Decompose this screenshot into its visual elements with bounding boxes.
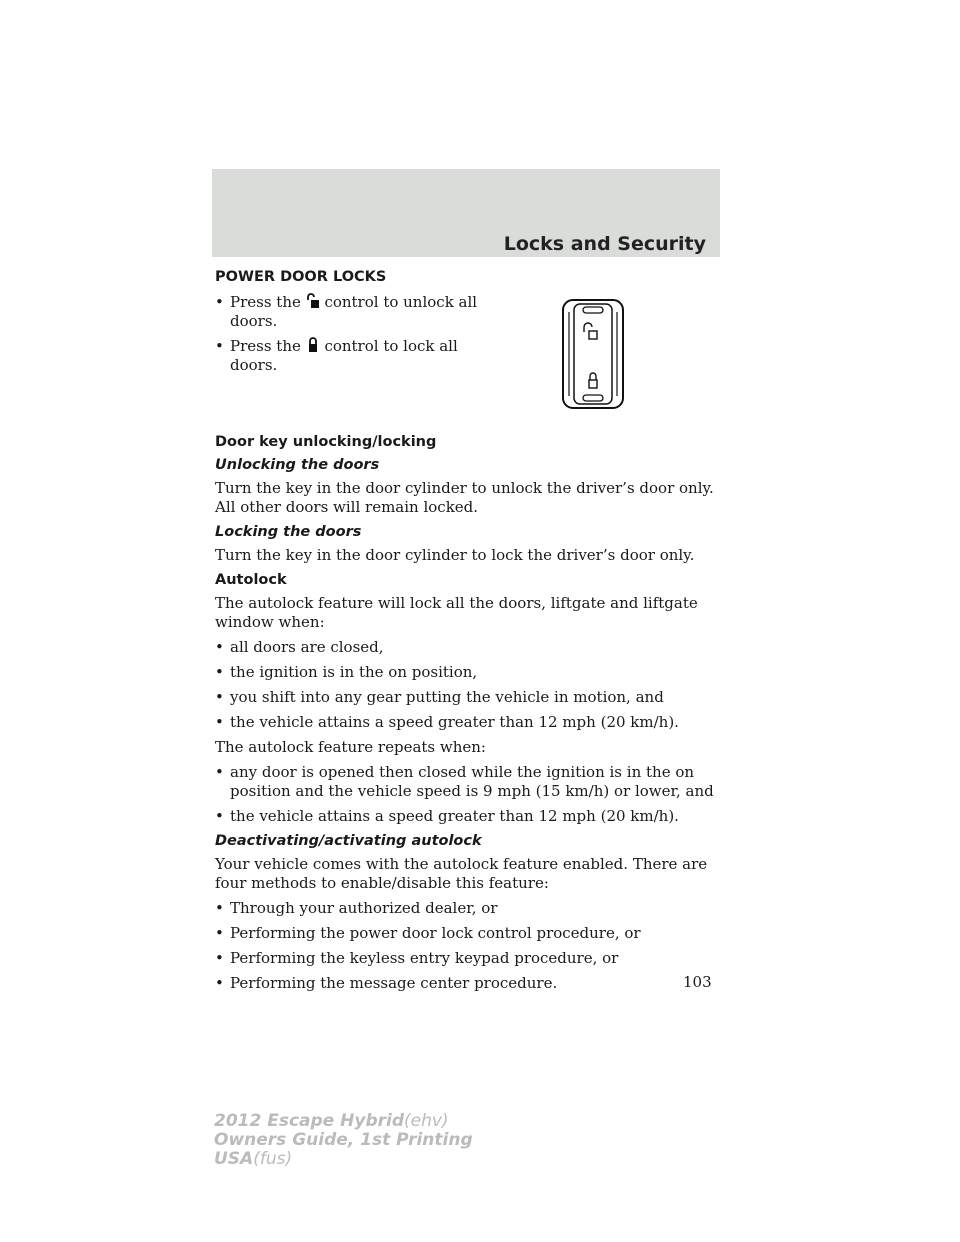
deactivating-methods-list	[215, 899, 725, 993]
footer-model-code: (ehv)	[404, 1111, 449, 1131]
footer	[214, 1112, 473, 1169]
list-item-text: Through your authorized dealer, or	[230, 899, 498, 917]
list-item	[215, 899, 725, 918]
lock-icon	[306, 337, 320, 353]
page-content	[215, 268, 725, 999]
list-item	[215, 949, 725, 968]
autolock-repeat-list	[215, 763, 725, 826]
list-item	[215, 337, 505, 375]
bullet: •	[215, 949, 224, 967]
list-item	[215, 293, 505, 331]
list-item	[215, 663, 725, 682]
autolock-conditions-list	[215, 638, 725, 732]
autolock-heading: Autolock	[215, 572, 287, 588]
page-number: 103	[683, 973, 712, 991]
list-item	[215, 688, 725, 707]
deactivating-intro: Your vehicle comes with the autolock feature enabled. There are four methods to enable/disable this feature:	[215, 855, 708, 892]
door-key-heading: Door key unlocking/locking	[215, 434, 437, 450]
bullet: •	[215, 899, 224, 917]
unlocking-text: Turn the key in the door cylinder to unlock the driver’s door only. All other doors will remain locked.	[215, 479, 714, 516]
list-item	[215, 807, 725, 826]
footer-market-code: (fus)	[253, 1149, 293, 1169]
bullet: •	[215, 763, 224, 781]
list-item-text: the vehicle attains a speed greater than 12 mph (20 km/h).	[230, 713, 679, 731]
bullet: •	[215, 713, 224, 731]
bullet: •	[215, 638, 224, 656]
footer-model: 2012 Escape Hybrid	[214, 1111, 404, 1131]
locking-heading: Locking the doors	[215, 524, 362, 540]
list-item	[215, 713, 725, 732]
footer-market: USA	[214, 1149, 254, 1169]
bullet: •	[215, 807, 224, 825]
bullet: •	[215, 688, 224, 706]
footer-printing: Owners Guide, 1st Printing	[214, 1130, 473, 1150]
power-lock-list	[215, 293, 505, 375]
section-title: POWER DOOR LOCKS	[215, 269, 387, 285]
list-item-text: all doors are closed,	[230, 638, 384, 656]
bullet: •	[215, 337, 224, 355]
list-item-text: any door is opened then closed while the ignition is in the on position and the vehicle speed is 9 mph (15 km/h) or lower, and	[230, 763, 714, 800]
list-item-text: the ignition is in the on position,	[230, 663, 478, 681]
autolock-repeat-intro: The autolock feature repeats when:	[215, 738, 486, 756]
list-item-text: you shift into any gear putting the vehicle in motion, and	[230, 688, 664, 706]
list-item-text: Performing the message center procedure.	[230, 974, 558, 992]
list-item	[215, 638, 725, 657]
lock-text-pre: Press the	[230, 337, 301, 355]
unlock-icon	[306, 293, 320, 309]
list-item-text: Performing the power door lock control procedure, or	[230, 924, 641, 942]
bullet: •	[215, 293, 224, 311]
section-header-band	[212, 169, 720, 257]
section-header-title: Locks and Security	[503, 233, 706, 255]
unlock-text-pre: Press the	[230, 293, 301, 311]
bullet: •	[215, 974, 224, 992]
deactivating-heading: Deactivating/activating autolock	[215, 833, 482, 849]
autolock-intro: The autolock feature will lock all the doors, liftgate and liftgate window when:	[215, 594, 698, 631]
lock-text-post: control to lock all doors.	[230, 337, 458, 374]
bullet: •	[215, 663, 224, 681]
list-item-text: the vehicle attains a speed greater than 12 mph (20 km/h).	[230, 807, 679, 825]
bullet: •	[215, 924, 224, 942]
list-item	[215, 974, 725, 993]
locking-text: Turn the key in the door cylinder to lock the driver’s door only.	[215, 546, 695, 564]
unlock-text-post: control to unlock all doors.	[230, 293, 478, 330]
unlocking-heading: Unlocking the doors	[215, 457, 380, 473]
list-item	[215, 924, 725, 943]
list-item-text: Performing the keyless entry keypad procedure, or	[230, 949, 619, 967]
list-item	[215, 763, 725, 801]
